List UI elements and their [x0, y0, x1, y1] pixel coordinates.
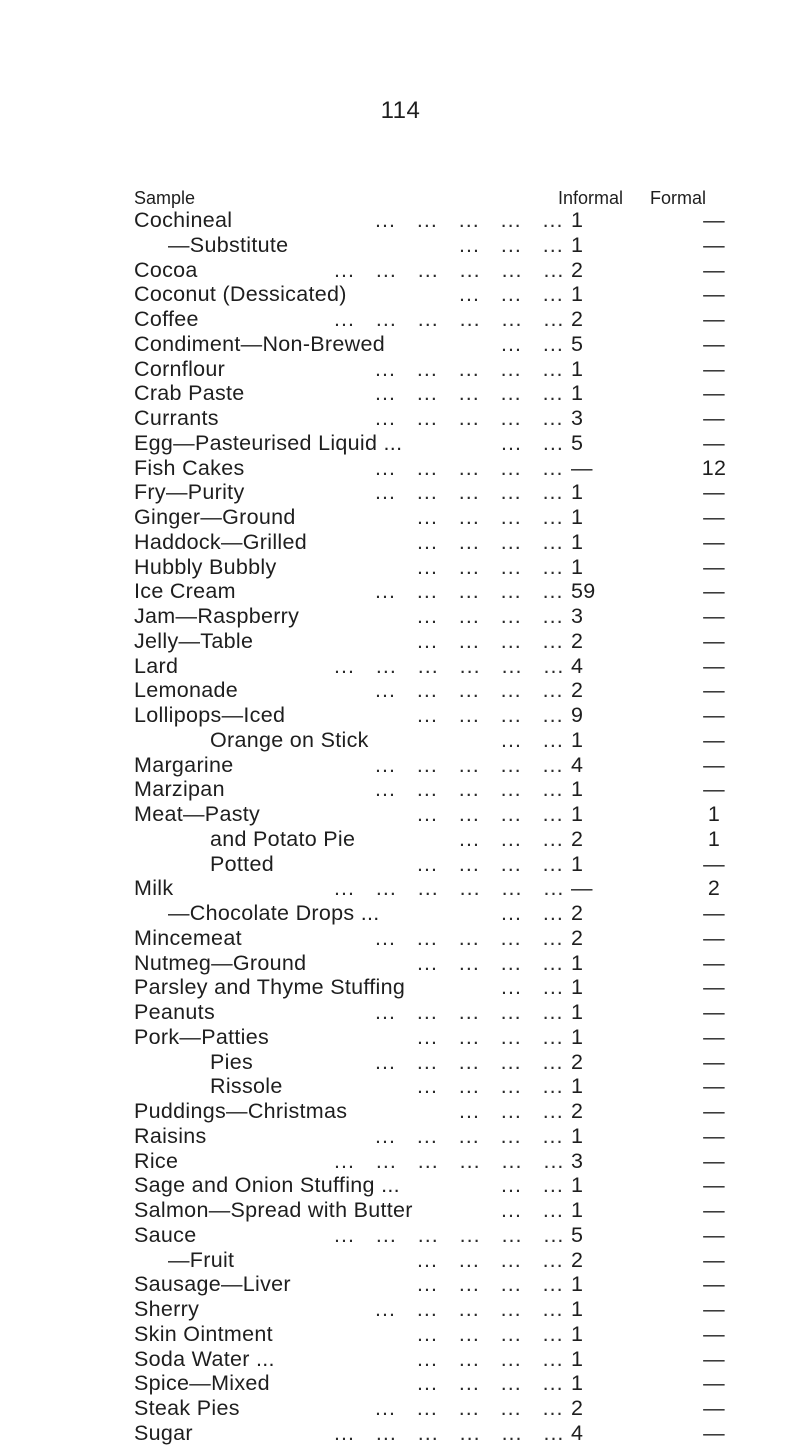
informal-count: — — [571, 455, 593, 480]
sample-name: Jam—Raspberry — [134, 604, 300, 628]
sample-name: Coconut (Dessicated) — [134, 282, 347, 307]
leader-dots: ... ... ... ... — [417, 604, 564, 628]
table-row — [134, 1173, 794, 1198]
formal-count: — — [703, 1396, 725, 1420]
leader-dots: ... ... ... ... ... — [375, 208, 564, 232]
leader-dots: ... ... ... ... — [417, 802, 564, 826]
leader-dots: ... ... — [501, 975, 564, 1000]
informal-count: 3 — [571, 604, 584, 628]
table-row — [134, 332, 794, 357]
table-row — [134, 1050, 794, 1075]
table-row — [134, 1198, 794, 1223]
leader-dots: ... ... ... ... — [417, 851, 564, 876]
table-row — [134, 951, 794, 976]
formal-count: — — [703, 975, 725, 1000]
formal-count: 1 — [707, 802, 721, 826]
informal-count: 3 — [571, 406, 584, 430]
formal-count: — — [703, 1024, 725, 1049]
header-sample: Sample — [134, 188, 196, 208]
sample-name: Puddings—Christmas — [134, 1099, 348, 1123]
informal-count: 1 — [571, 554, 584, 579]
informal-count: 2 — [571, 307, 584, 331]
informal-count: 1 — [571, 1024, 584, 1049]
table-row — [134, 926, 794, 951]
table-row — [134, 431, 794, 456]
table-row — [134, 1074, 794, 1099]
table-row — [134, 604, 794, 629]
table-row — [134, 827, 794, 852]
informal-count: 1 — [571, 480, 584, 505]
table-row — [134, 307, 794, 332]
sample-name: Salmon—Spread with Butter — [134, 1198, 413, 1222]
informal-count: 1 — [571, 529, 584, 554]
sample-name: Cochineal — [134, 208, 233, 232]
formal-count: — — [703, 851, 725, 876]
formal-count: — — [703, 1099, 725, 1123]
leader-dots: ... ... ... ... — [417, 554, 564, 579]
header-formal: Formal — [650, 188, 707, 208]
formal-count: — — [703, 678, 725, 703]
leader-dots: ... ... ... ... ... — [375, 752, 564, 777]
informal-count: 1 — [571, 381, 584, 406]
leader-dots: ... ... — [501, 430, 564, 455]
table-row — [134, 406, 794, 431]
formal-count: — — [703, 752, 725, 777]
leader-dots: ... ... ... ... ... — [375, 381, 564, 406]
formal-count: — — [703, 232, 725, 257]
leader-dots: ... ... ... ... — [417, 1247, 564, 1272]
informal-count: 1 — [571, 802, 584, 826]
informal-count: 3 — [571, 1148, 584, 1173]
sample-name: Steak Pies — [134, 1396, 240, 1420]
informal-count: 2 — [571, 1099, 584, 1123]
table-row — [134, 1396, 794, 1421]
informal-count: — — [571, 876, 593, 901]
informal-count: 1 — [571, 282, 584, 307]
informal-count: 2 — [571, 257, 584, 282]
formal-count: — — [703, 331, 725, 356]
leader-dots: ... ... ... ... ... — [375, 356, 564, 381]
table-row — [134, 555, 794, 580]
table-row — [134, 579, 794, 604]
formal-count: — — [703, 307, 725, 331]
formal-count: — — [703, 950, 725, 975]
formal-count: — — [703, 282, 725, 307]
leader-dots: ... ... ... ... ... ... — [334, 876, 565, 901]
formal-count: — — [703, 653, 725, 678]
leader-dots: ... ... ... ... ... ... — [334, 257, 565, 282]
informal-count: 9 — [571, 703, 584, 727]
table-row — [134, 1000, 794, 1025]
sample-name: Egg—Pasteurised Liquid ... — [134, 430, 403, 455]
informal-count: 1 — [571, 1321, 584, 1346]
leader-dots: ... ... ... ... — [417, 628, 564, 653]
formal-count: — — [703, 554, 725, 579]
informal-count: 1 — [571, 1346, 584, 1371]
sample-name: Currants — [134, 406, 219, 430]
sample-name: Marzipan — [134, 777, 225, 802]
table-row — [134, 505, 794, 530]
leader-dots: ... ... ... ... ... — [375, 579, 564, 604]
table-row — [134, 1223, 794, 1248]
informal-count: 2 — [571, 678, 584, 703]
informal-count: 5 — [571, 1222, 584, 1247]
informal-count: 59 — [571, 579, 596, 604]
leader-dots: ... ... ... — [459, 1099, 564, 1123]
informal-count: 1 — [571, 1371, 584, 1396]
leader-dots: ... ... — [501, 901, 564, 925]
leader-dots: ... ... ... ... ... — [375, 455, 564, 480]
formal-count: — — [703, 480, 725, 505]
formal-count: — — [703, 505, 725, 529]
informal-count: 1 — [571, 851, 584, 876]
informal-count: 4 — [571, 1420, 584, 1445]
sample-name: Sage and Onion Stuffing ... — [134, 1173, 400, 1198]
table-row — [134, 1124, 794, 1149]
leader-dots: ... ... ... ... — [417, 1346, 564, 1371]
leader-dots: ... ... ... ... ... — [375, 925, 564, 950]
formal-count: — — [703, 208, 725, 232]
sample-name: —Chocolate Drops ... — [168, 901, 380, 925]
formal-count: — — [703, 925, 725, 950]
informal-count: 4 — [571, 653, 584, 678]
sample-name: Sausage—Liver — [134, 1272, 291, 1297]
table-row — [134, 357, 794, 382]
sample-name: Pork—Patties — [134, 1024, 270, 1049]
table-row — [134, 1347, 794, 1372]
sample-name: Mincemeat — [134, 925, 242, 950]
formal-count: — — [703, 1297, 725, 1321]
formal-count: — — [703, 703, 725, 727]
samples-table — [134, 188, 794, 1446]
informal-count: 2 — [571, 901, 584, 925]
table-row — [134, 654, 794, 679]
informal-count: 4 — [571, 752, 584, 777]
informal-count: 2 — [571, 1396, 584, 1420]
table-row — [134, 233, 794, 258]
leader-dots: ... ... ... ... — [417, 529, 564, 554]
sample-name: Nutmeg—Ground — [134, 950, 307, 975]
formal-count: — — [703, 1123, 725, 1148]
sample-name: —Substitute — [168, 232, 289, 257]
leader-dots: ... ... ... ... — [417, 1024, 564, 1049]
table-row — [134, 1297, 794, 1322]
informal-count: 1 — [571, 1000, 584, 1024]
page-number: 114 — [380, 97, 421, 124]
leader-dots: ... ... ... — [459, 232, 564, 257]
table-row — [134, 456, 794, 481]
formal-count: — — [703, 1272, 725, 1297]
informal-count: 1 — [571, 975, 584, 1000]
leader-dots: ... ... ... ... ... ... — [334, 1420, 565, 1445]
sample-name: Rice — [134, 1148, 179, 1173]
table-row — [134, 975, 794, 1000]
leader-dots: ... ... — [501, 1173, 564, 1198]
table-row — [134, 777, 794, 802]
informal-count: 2 — [571, 826, 584, 851]
formal-count: — — [703, 579, 725, 604]
sample-name: Crab Paste — [134, 381, 245, 406]
formal-count: — — [703, 1173, 725, 1198]
table-row — [134, 1099, 794, 1124]
table-row — [134, 703, 794, 728]
formal-count: — — [703, 1000, 725, 1024]
formal-count: — — [703, 1222, 725, 1247]
sample-name: and Potato Pie — [210, 826, 356, 851]
table-row — [134, 629, 794, 654]
leader-dots: ... ... — [501, 1198, 564, 1222]
informal-count: 2 — [571, 1247, 584, 1272]
sample-name: Fry—Purity — [134, 480, 245, 505]
leader-dots: ... ... ... ... ... ... — [334, 653, 565, 678]
table-row — [134, 480, 794, 505]
informal-count: 1 — [571, 777, 584, 802]
leader-dots: ... ... — [501, 331, 564, 356]
formal-count: — — [703, 1049, 725, 1074]
formal-count: — — [703, 381, 725, 406]
informal-count: 1 — [571, 1297, 584, 1321]
formal-count: — — [703, 1321, 725, 1346]
table-row — [134, 876, 794, 901]
sample-name: Parsley and Thyme Stuffing — [134, 975, 406, 1000]
informal-count: 1 — [571, 727, 584, 752]
sample-name: Sherry — [134, 1297, 200, 1321]
sample-name: Ice Cream — [134, 579, 236, 604]
leader-dots: ... ... ... ... ... — [375, 678, 564, 703]
table-header — [134, 188, 794, 208]
leader-dots: ... ... ... ... — [417, 1272, 564, 1297]
table-row — [134, 282, 794, 307]
sample-name: Pies — [210, 1049, 254, 1074]
formal-count: — — [703, 1247, 725, 1272]
table-row — [134, 1421, 794, 1446]
informal-count: 2 — [571, 628, 584, 653]
table-row — [134, 1371, 794, 1396]
informal-count: 1 — [571, 232, 584, 257]
formal-count: — — [703, 356, 725, 381]
sample-name: Skin Ointment — [134, 1321, 273, 1346]
formal-count: — — [703, 406, 725, 430]
table-row — [134, 901, 794, 926]
leader-dots: ... ... ... ... ... — [375, 1297, 564, 1321]
leader-dots: ... ... ... ... ... ... — [334, 307, 565, 331]
formal-count: 12 — [701, 455, 727, 480]
leader-dots: ... ... ... ... ... — [375, 1000, 564, 1024]
formal-count: — — [703, 1420, 725, 1445]
sample-name: Sugar — [134, 1420, 193, 1445]
table-row — [134, 753, 794, 778]
formal-count: — — [703, 628, 725, 653]
formal-count: — — [703, 1371, 725, 1396]
leader-dots: ... ... ... ... — [417, 1321, 564, 1346]
informal-count: 1 — [571, 1198, 584, 1222]
sample-name: Soda Water ... — [134, 1346, 275, 1371]
informal-count: 1 — [571, 1074, 584, 1099]
table-row — [134, 728, 794, 753]
informal-count: 1 — [571, 1272, 584, 1297]
table-row — [134, 852, 794, 877]
sample-name: Milk — [134, 876, 174, 901]
leader-dots: ... ... ... ... ... ... — [334, 1222, 565, 1247]
sample-name: Coffee — [134, 307, 199, 331]
informal-count: 1 — [571, 1123, 584, 1148]
sample-name: Jelly—Table — [134, 628, 254, 653]
table-row — [134, 1322, 794, 1347]
sample-name: Lollipops—Iced — [134, 703, 286, 727]
sample-name: Peanuts — [134, 1000, 215, 1024]
formal-count: 2 — [707, 876, 721, 901]
table-row — [134, 1248, 794, 1273]
leader-dots: ... ... ... ... ... — [375, 1049, 564, 1074]
formal-count: — — [703, 1148, 725, 1173]
formal-count: — — [703, 1198, 725, 1222]
table-row — [134, 208, 794, 233]
sample-name: Haddock—Grilled — [134, 529, 307, 554]
sample-name: Ginger—Ground — [134, 505, 296, 529]
sample-name: Hubbly Bubbly — [134, 554, 277, 579]
leader-dots: ... ... ... ... — [417, 703, 564, 727]
informal-count: 1 — [571, 505, 584, 529]
formal-count: — — [703, 901, 725, 925]
sample-name: Orange on Stick — [210, 727, 369, 752]
table-row — [134, 1149, 794, 1174]
sample-name: Lemonade — [134, 678, 239, 703]
leader-dots: ... ... ... ... ... — [375, 1396, 564, 1420]
leader-dots: ... ... ... ... — [417, 950, 564, 975]
sample-name: Cocoa — [134, 257, 198, 282]
leader-dots: ... ... ... ... — [417, 1074, 564, 1099]
table-row — [134, 381, 794, 406]
table-row — [134, 802, 794, 827]
sample-name: Lard — [134, 653, 179, 678]
sample-name: Sauce — [134, 1222, 197, 1247]
table-row — [134, 530, 794, 555]
formal-count: — — [703, 727, 725, 752]
formal-count: — — [703, 257, 725, 282]
leader-dots: ... ... ... ... ... ... — [334, 1148, 565, 1173]
sample-name: Rissole — [210, 1074, 283, 1099]
informal-count: 1 — [571, 208, 584, 232]
leader-dots: ... ... ... ... ... — [375, 480, 564, 505]
table-row — [134, 1025, 794, 1050]
leader-dots: ... ... ... — [459, 826, 564, 851]
informal-count: 5 — [571, 331, 584, 356]
informal-count: 1 — [571, 1173, 584, 1198]
formal-count: — — [703, 430, 725, 455]
formal-count: 1 — [707, 826, 721, 851]
informal-count: 1 — [571, 950, 584, 975]
sample-name: Potted — [210, 851, 274, 876]
leader-dots: ... ... ... ... ... — [375, 406, 564, 430]
header-informal: Informal — [558, 188, 624, 208]
leader-dots: ... ... ... ... ... — [375, 1123, 564, 1148]
informal-count: 2 — [571, 1049, 584, 1074]
informal-count: 5 — [571, 430, 584, 455]
sample-name: Meat—Pasty — [134, 802, 261, 826]
formal-count: — — [703, 1074, 725, 1099]
sample-name: Cornflour — [134, 356, 226, 381]
table-row — [134, 258, 794, 283]
sample-name: Raisins — [134, 1123, 207, 1148]
formal-count: — — [703, 529, 725, 554]
table-row — [134, 1272, 794, 1297]
table-row — [134, 678, 794, 703]
informal-count: 1 — [571, 356, 584, 381]
leader-dots: ... ... ... ... — [417, 1371, 564, 1396]
formal-count: — — [703, 1346, 725, 1371]
sample-name: Condiment—Non-Brewed — [134, 331, 385, 356]
formal-count: — — [703, 604, 725, 628]
table-body — [134, 208, 794, 1446]
sample-name: Margarine — [134, 752, 234, 777]
informal-count: 2 — [571, 925, 584, 950]
formal-count: — — [703, 777, 725, 802]
leader-dots: ... ... — [501, 727, 564, 752]
sample-name: Fish Cakes — [134, 455, 245, 480]
leader-dots: ... ... ... ... — [417, 505, 564, 529]
leader-dots: ... ... ... — [459, 282, 564, 307]
sample-name: —Fruit — [168, 1247, 235, 1272]
sample-name: Spice—Mixed — [134, 1371, 270, 1396]
leader-dots: ... ... ... ... ... — [375, 777, 564, 802]
